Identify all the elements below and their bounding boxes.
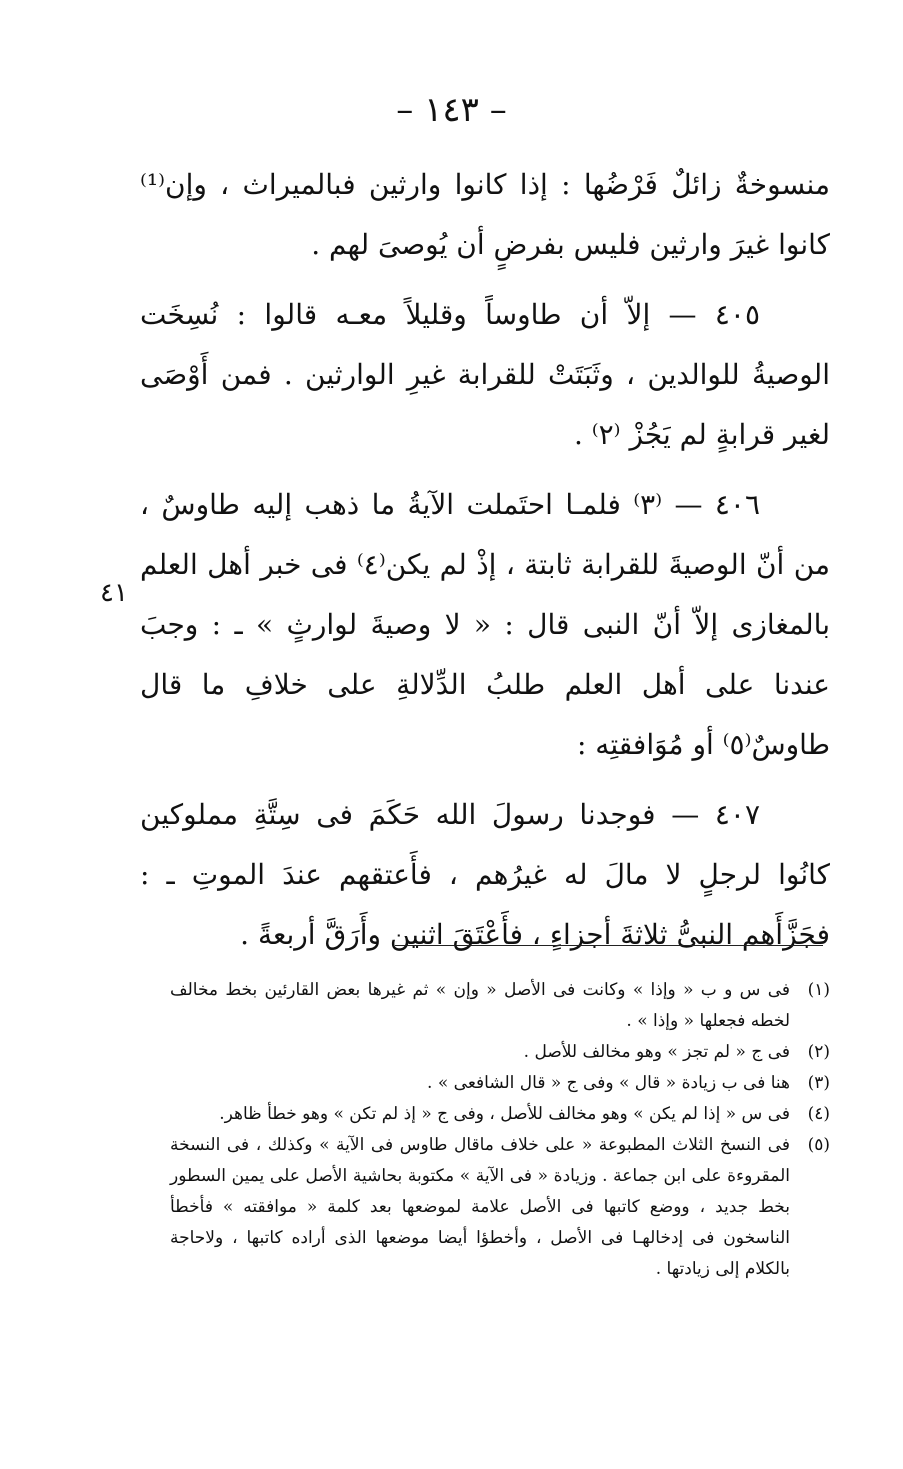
footnote-text: هنا فى ب زيادة « قال » وفى ج « قال الشافعى » . (427, 1073, 790, 1093)
page-number: – ١٤٣ – (396, 90, 507, 130)
footnote-3 (170, 1068, 830, 1099)
footnote-text: فى س و ب « وإذا » وكانت فى الأصل « وإن » ثم غيرها بعض القارئين بخط مخالف لخطه فجعلها « وإذا » . (170, 980, 790, 1031)
main-text (140, 155, 830, 975)
footnote-number: (١) (807, 980, 830, 1000)
footnote-4 (170, 1099, 830, 1130)
footnote-number: (٢) (807, 1042, 830, 1062)
paragraph-continuation: منسوخةٌ زائلٌ فَرْضُها : إذا كانوا وارثين فبالميراث ، وإن⁽¹⁾ كانوا غيرَ وارثين فليس بفرضٍ أن يُوصىَ لهم . (140, 168, 830, 261)
paragraph-406: ٤٠٦ — ⁽٣⁾ فلمـا احتَملت الآيةُ ما ذهب إليه طاوسٌ ، من أنّ الوصيةَ للقرابة ثابتة ، إذْ لم يكن⁽٤⁾ فى خبر أهل العلم بالمغازى إلاّ أنّ النبى قال : « لا وصيةَ لوارثٍ » ـ : وجبَ عندنا على أهل العلم طلبُ الدِّلالةِ على خلافِ ما قال طاوسٌ⁽٥⁾ أو مُوَافقتِه : (140, 488, 830, 761)
footnote-5 (170, 1130, 830, 1285)
footnote-number: (٤) (807, 1104, 830, 1124)
footnote-text: فى النسخ الثلاث المطبوعة « على خلاف ماقال طاوس فى الآية » وكذلك ، فى النسخة المقروءة على ابن جماعة . وزيادة « فى الآية » مكتوبة بحاشية الأصل على يمين السطور بخط جديد ، ووضع كاتبها فى الأصل علامة لموضعها بعد كلمة « موافقته » فأخطأ الناسخون فى إدخالهـا فى الأصل ، وأخطؤا أيضا موضعها الذى أراده كاتبها ، ولاحاجة بالكلام إلى زيادتها . (170, 1135, 790, 1279)
footnote-text: فى ج « لم تجز » وهو مخالف للأصل . (523, 1042, 790, 1062)
footnote-text: فى س « إذا لم يكن » وهو مخالف للأصل ، وفى ج « إذ لم تكن » وهو خطأ ظاهر. (219, 1104, 790, 1124)
footnote-number: (٥) (807, 1135, 830, 1155)
margin-page-reference: ٤١ (100, 578, 128, 608)
paragraph-407: ٤٠٧ — فوجدنا رسولَ الله حَكَمَ فى سِتَّةِ مملوكين كانُوا لرجلٍ لا مالَ له غيرُهم ، فأَعتقهم عندَ الموتِ ـ : فجَزَّأَهم النبىُّ ثلاثةَ أجزاءٍ ، فأَعْتَقَ اثنين وأَرَقَّ أربعةً . (140, 798, 830, 951)
footnote-2 (170, 1037, 830, 1068)
paragraph-405: ٤٠٥ — إلاّ أن طاوساً وقليلاً معـه قالوا : نُسِخَت الوصيةُ للوالدين ، وثَبَتَتْ للقرابة غيرِ الوارثين . فمن أَوْصَى لغير قرابةٍ لم يَجُزْ ⁽٢⁾ . (140, 298, 830, 451)
footnote-number: (٣) (807, 1073, 830, 1093)
footnotes (170, 975, 830, 1285)
footnote-divider (395, 945, 823, 946)
footnote-1 (170, 975, 830, 1037)
